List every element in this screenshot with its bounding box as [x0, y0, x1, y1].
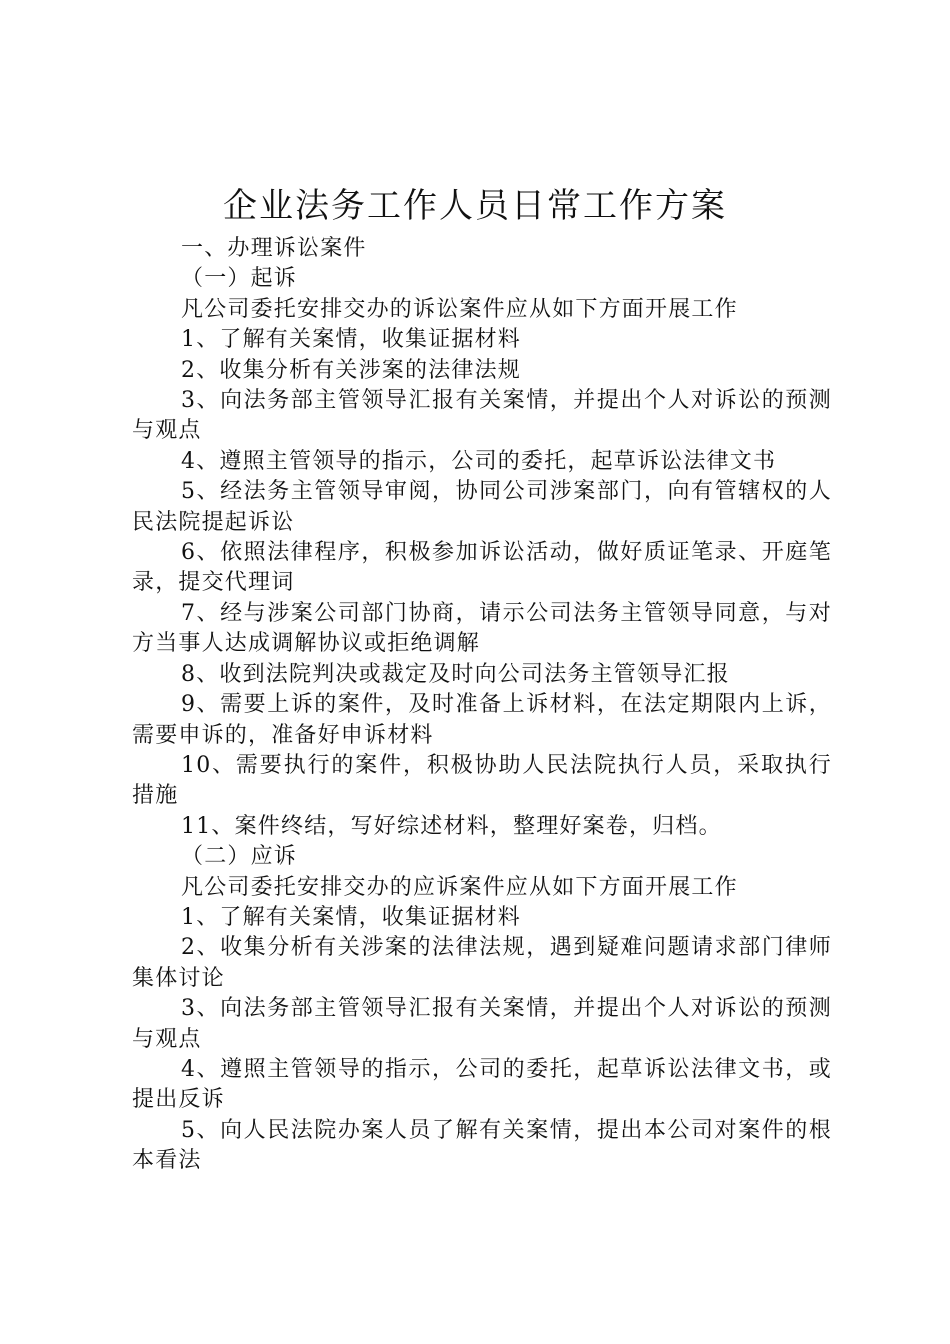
- paragraph: 凡公司委托安排交办的诉讼案件应从如下方面开展工作: [181, 296, 738, 322]
- document-title: 企业法务工作人员日常工作方案: [223, 186, 727, 226]
- list-item: 9、需要上诉的案件，及时准备上诉材料，在法定期限内上诉，需要申诉的，准备好申诉材料: [132, 692, 832, 748]
- list-item: 4、遵照主管领导的指示，公司的委托，起草诉讼法律文书: [181, 448, 777, 474]
- list-item: 5、经法务主管领导审阅，协同公司涉案部门，向有管辖权的人民法院提起诉讼: [132, 479, 832, 535]
- list-item: 11、案件终结，写好综述材料，整理好案卷，归档。: [181, 813, 722, 839]
- list-item: 2、收集分析有关涉案的法律法规，遇到疑难问题请求部门律师集体讨论: [132, 935, 832, 991]
- section-heading-litigation: 一、办理诉讼案件: [181, 236, 367, 261]
- subsection-heading-prosecution: （一）起诉: [181, 266, 298, 292]
- list-item: 1、了解有关案情，收集证据材料: [181, 327, 521, 353]
- list-item: 10、需要执行的案件，积极协助人民法院执行人员，采取执行措施: [132, 752, 832, 809]
- paragraph: 凡公司委托安排交办的应诉案件应从如下方面开展工作: [181, 874, 738, 900]
- list-item: 1、了解有关案情，收集证据材料: [181, 904, 521, 930]
- list-item: 3、向法务部主管领导汇报有关案情，并提出个人对诉讼的预测与观点: [132, 388, 832, 444]
- list-item: 8、收到法院判决或裁定及时向公司法务主管领导汇报: [181, 661, 730, 687]
- subsection-heading-response: （二）应诉: [181, 844, 298, 870]
- list-item: 6、依照法律程序，积极参加诉讼活动，做好质证笔录、开庭笔录，提交代理词: [132, 540, 832, 596]
- list-item: 4、遵照主管领导的指示，公司的委托，起草诉讼法律文书，或提出反诉: [132, 1056, 832, 1113]
- list-item: 3、向法务部主管领导汇报有关案情，并提出个人对诉讼的预测与观点: [132, 996, 832, 1052]
- list-item: 5、向人民法院办案人员了解有关案情，提出本公司对案件的根本看法: [132, 1117, 832, 1174]
- list-item: 7、经与涉案公司部门协商，请示公司法务主管领导同意，与对方当事人达成调解协议或拒绝调解: [132, 600, 832, 657]
- document-body: [132, 234, 832, 1177]
- list-item: 2、收集分析有关涉案的法律法规: [181, 357, 521, 383]
